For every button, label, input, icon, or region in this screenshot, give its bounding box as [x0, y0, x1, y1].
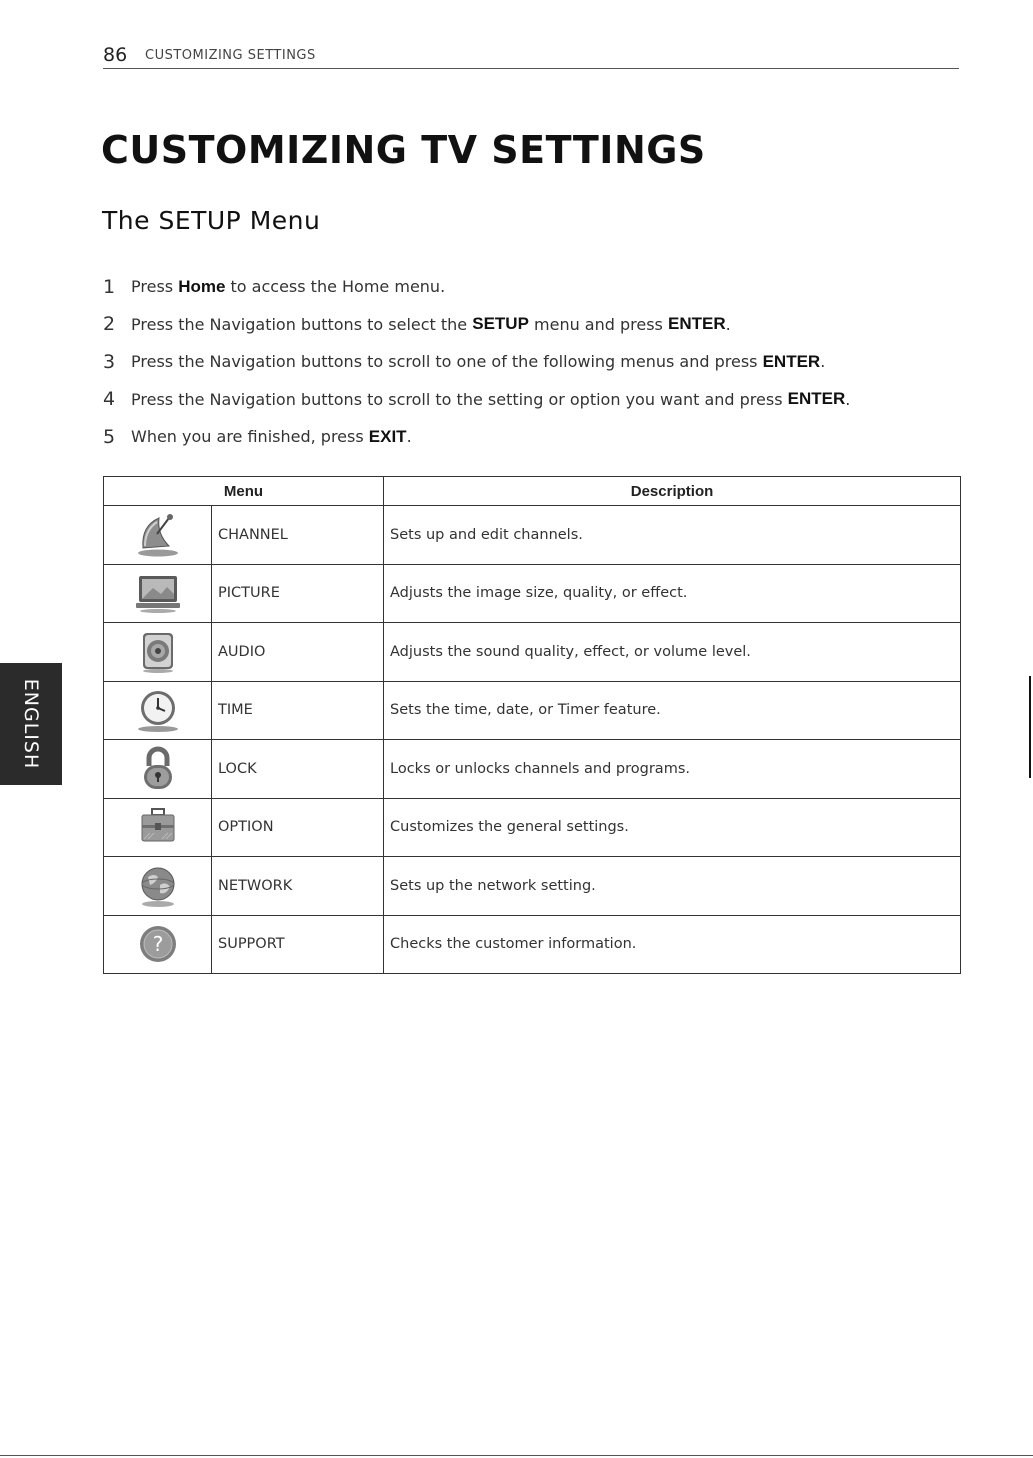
step-text: Press the Navigation buttons to scroll to the setting or option you want and press: [131, 389, 788, 409]
page-header: [103, 44, 959, 69]
step-text: to access the Home menu.: [225, 277, 446, 297]
side-tab-label: ENGLISH: [20, 678, 42, 770]
menu-name: PICTURE: [212, 564, 384, 623]
menu-description: Adjusts the sound quality, effect, or volume level.: [384, 623, 961, 682]
menu-description: Adjusts the image size, quality, or effect.: [384, 564, 961, 623]
step-keyword: Home: [178, 276, 226, 296]
step-keyword: EXIT: [368, 426, 407, 446]
toolbox-icon: [134, 819, 182, 835]
svg-text:?: ?: [152, 932, 163, 957]
step-keyword: ENTER: [762, 351, 821, 371]
running-title: CUSTOMIZING SETTINGS: [145, 48, 316, 63]
step-item: [103, 268, 850, 306]
menu-description: Checks the customer information.: [384, 915, 961, 974]
language-side-tab: [0, 663, 62, 785]
step-text: .: [725, 314, 731, 334]
speaker-icon: [135, 644, 181, 660]
bottom-rule: [0, 1455, 1033, 1456]
step-number: 2: [103, 313, 116, 336]
menu-name: AUDIO: [212, 623, 384, 682]
step-text: .: [845, 389, 851, 409]
menu-icon-cell: [104, 506, 212, 565]
table-row: [104, 623, 961, 682]
step-number: 1: [103, 275, 116, 298]
section-title: The SETUP Menu: [102, 206, 321, 235]
globe-icon: [134, 878, 182, 894]
step-text: Press: [131, 277, 179, 297]
table-row: [104, 915, 961, 974]
description-column-header: Description: [384, 477, 961, 506]
table-row: [104, 564, 961, 623]
step-text: When you are finished, press: [131, 427, 369, 447]
satellite-dish-icon: [133, 527, 183, 543]
step-item: [103, 418, 850, 456]
step-text: .: [406, 427, 412, 447]
page-title: CUSTOMIZING TV SETTINGS: [101, 128, 706, 172]
menu-icon-cell: [104, 798, 212, 857]
monitor-icon: [133, 585, 183, 601]
clock-icon: [133, 702, 183, 718]
menu-description: Sets up and edit channels.: [384, 506, 961, 565]
step-number: 3: [103, 350, 116, 373]
menu-name: CHANNEL: [212, 506, 384, 565]
setup-menu-table: [103, 476, 961, 974]
table-row: [104, 740, 961, 799]
page-number: 86: [103, 44, 128, 66]
menu-description: Sets the time, date, or Timer feature.: [384, 681, 961, 740]
menu-icon-cell: [104, 564, 212, 623]
question-icon: [135, 932, 181, 957]
menu-name: OPTION: [212, 798, 384, 857]
menu-name: TIME: [212, 681, 384, 740]
step-keyword: ENTER: [667, 314, 726, 334]
menu-name: LOCK: [212, 740, 384, 799]
menu-column-header: Menu: [104, 477, 384, 506]
step-number: 4: [103, 388, 116, 411]
menu-icon-cell: [104, 857, 212, 916]
step-text: Press the Navigation buttons to scroll to one of the following menus and press: [131, 352, 763, 372]
table-row: [104, 798, 961, 857]
step-keyword: SETUP: [472, 314, 529, 334]
menu-name: NETWORK: [212, 857, 384, 916]
edge-mark: [1029, 676, 1031, 778]
step-keyword: ENTER: [787, 389, 846, 409]
menu-name: SUPPORT: [212, 915, 384, 974]
step-text: menu and press: [528, 314, 668, 334]
table-row: [104, 857, 961, 916]
padlock-icon: [136, 761, 180, 777]
table-header-row: [104, 477, 961, 506]
menu-description: Locks or unlocks channels and programs.: [384, 740, 961, 799]
menu-description: Sets up the network setting.: [384, 857, 961, 916]
menu-icon-cell: [104, 740, 212, 799]
table-row: [104, 681, 961, 740]
step-item: [103, 306, 850, 344]
menu-icon-cell: [104, 623, 212, 682]
table-row: [104, 506, 961, 565]
step-text: .: [820, 352, 826, 372]
step-item: [103, 343, 850, 381]
menu-icon-cell: [104, 681, 212, 740]
step-item: [103, 381, 850, 419]
step-text: Press the Navigation buttons to select the: [131, 314, 473, 334]
menu-icon-cell: [104, 915, 212, 974]
steps-list: [103, 268, 850, 456]
menu-description: Customizes the general settings.: [384, 798, 961, 857]
step-number: 5: [103, 425, 116, 448]
